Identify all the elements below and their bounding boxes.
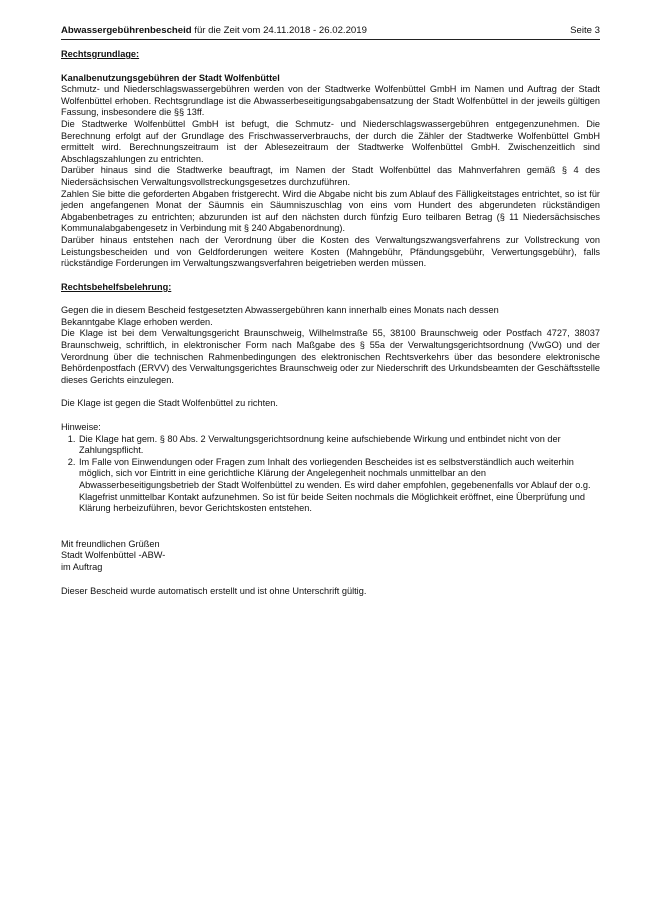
header-title-bold: Abwassergebührenbescheid	[61, 25, 192, 36]
page-number: Seite 3	[570, 25, 600, 36]
legal-basis-paragraph: Darüber hinaus sind die Stadtwerke beauftragt, im Namen der Stadt Wolfenbüttel das Mahnverfahren gemäß § 4 des Niedersächsischen Verwaltungsvollstreckungsgesetzes durchzuführen.	[61, 165, 600, 187]
hint-item: 2. Im Falle von Einwendungen oder Fragen zum Inhalt des vorliegenden Bescheides ist es selbstverständlich auch weiterhin möglich, sich vor Eintritt in eine gerichtliche Klärung der Angelegenheit nochmals unmittelbar an den Abwasserbeseitigungsbetrieb der Stadt Wolfenbüttel zu wenden. Es wird daher empfohlen, gegebenenfalls vor Ablauf der o.g. Klagefrist unmittelbar Kontakt aufzunehmen. So ist für beide Seiten nochmals die Möglichkeit eröffnet, eine Überprüfung und Klärung herbeizuführen, bevor Gerichtskosten entstehen.	[78, 457, 600, 515]
appeal-paragraph: Die Klage ist bei dem Verwaltungsgericht Braunschweig, Wilhelmstraße 55, 38100 Braunschweig oder Postfach 4727, 38037 Braunschweig, schriftlich, in elektronischer Form nach Maßgabe des § 55a der Verwaltungsgerichtsordnung (VwGO) und der Verordnung über die technischen Rahmenbedingungen des elektronischen Rechtsverkehrs über das besondere elektronische Behördenpostfach (ERVV) des Verwaltungsgerichtes Braunschweig oder zur Niederschrift des Urkundsbeamten der Geschäftsstelle dieses Gerichts einzulegen.	[61, 328, 600, 385]
closing-role: im Auftrag	[61, 561, 103, 572]
header-title-period: für die Zeit vom 24.11.2018 - 26.02.2019	[191, 25, 367, 36]
appeal-heading: Rechtsbehelfsbelehrung:	[61, 281, 172, 292]
page-header	[61, 25, 600, 37]
header-divider	[61, 39, 600, 40]
appeal-paragraph: Gegen die in diesem Bescheid festgesetzten Abwassergebühren kann innerhalb eines Monats nach dessen Bekanntgabe Klage erhoben werden.	[61, 305, 499, 327]
appeal-defendant: Die Klage ist gegen die Stadt Wolfenbüttel zu richten.	[61, 398, 278, 409]
hint-item: 1. Die Klage hat gem. § 80 Abs. 2 Verwaltungsgerichtsordnung keine aufschiebende Wirkung und entbindet nicht von der Zahlungspflicht.	[78, 434, 600, 457]
document-body	[61, 49, 600, 597]
legal-basis-paragraph: Die Stadtwerke Wolfenbüttel GmbH ist befugt, die Schmutz- und Niederschlagswassergebühren entgegenzunehmen. Die Berechnung erfolgt auf der Grundlage des Frischwasserverbrauchs, der durch die Zähler der Stadtwerke Wolfenbüttel GmbH ermittelt wird. Berechnungszeitraum ist der Ablesezeitraum der Stadtwerke Wolfenbüttel GmbH. Zwischenzeitlich sind Abschlagszahlungen zu entrichten.	[61, 118, 600, 164]
legal-basis-paragraph: Darüber hinaus entstehen nach der Verordnung über die Kosten des Verwaltungszwangsverfahrens zur Vollstreckung von Leistungsbescheiden und von Geldforderungen weitere Kosten (Mahngebühr, Pfändungsgebühr, Verwertungsgebühr), falls rückständige Forderungen im Verwaltungszwangsverfahren beigetrieben werden müssen.	[61, 234, 600, 269]
hints-heading: Hinweise:	[61, 422, 101, 433]
legal-basis-subheading: Kanalbenutzungsgebühren der Stadt Wolfenbüttel	[61, 72, 280, 83]
hints-list	[61, 434, 600, 515]
legal-basis-heading: Rechtsgrundlage:	[61, 49, 140, 59]
auto-generated-note: Dieser Bescheid wurde automatisch erstellt und ist ohne Unterschrift gültig.	[61, 585, 367, 596]
closing-sender: Stadt Wolfenbüttel -ABW-	[61, 550, 166, 561]
legal-basis-paragraph: Zahlen Sie bitte die geforderten Abgaben fristgerecht. Wird die Abgabe nicht bis zum Ablauf des Fälligkeitstages entrichtet, so ist für jeden angefangenen Monat der Säumnis ein Säumniszuschlag von eins vom Hundert des abgerundeten rückständigen Abgabenbetrages zu entrichten; abzurunden ist auf den nächsten durch fünfzig Euro teilbaren Betrag (§ 11 Niedersächsisches Kommunalabgabengesetz in Verbindung mit § 240 Abgabenordnung).	[61, 188, 600, 234]
closing-greeting: Mit freundlichen Grüßen	[61, 538, 160, 549]
legal-basis-paragraph: Schmutz- und Niederschlagswassergebühren werden von der Stadtwerke Wolfenbüttel GmbH im Namen und Auftrag der Stadt Wolfenbüttel erhoben. Rechtsgrundlage ist die Abwasserbeseitigungsabgabensatzung der Stadt Wolfenbüttel in der jeweils gültigen Fassung, insbesondere die §§ 13ff.	[61, 84, 600, 118]
